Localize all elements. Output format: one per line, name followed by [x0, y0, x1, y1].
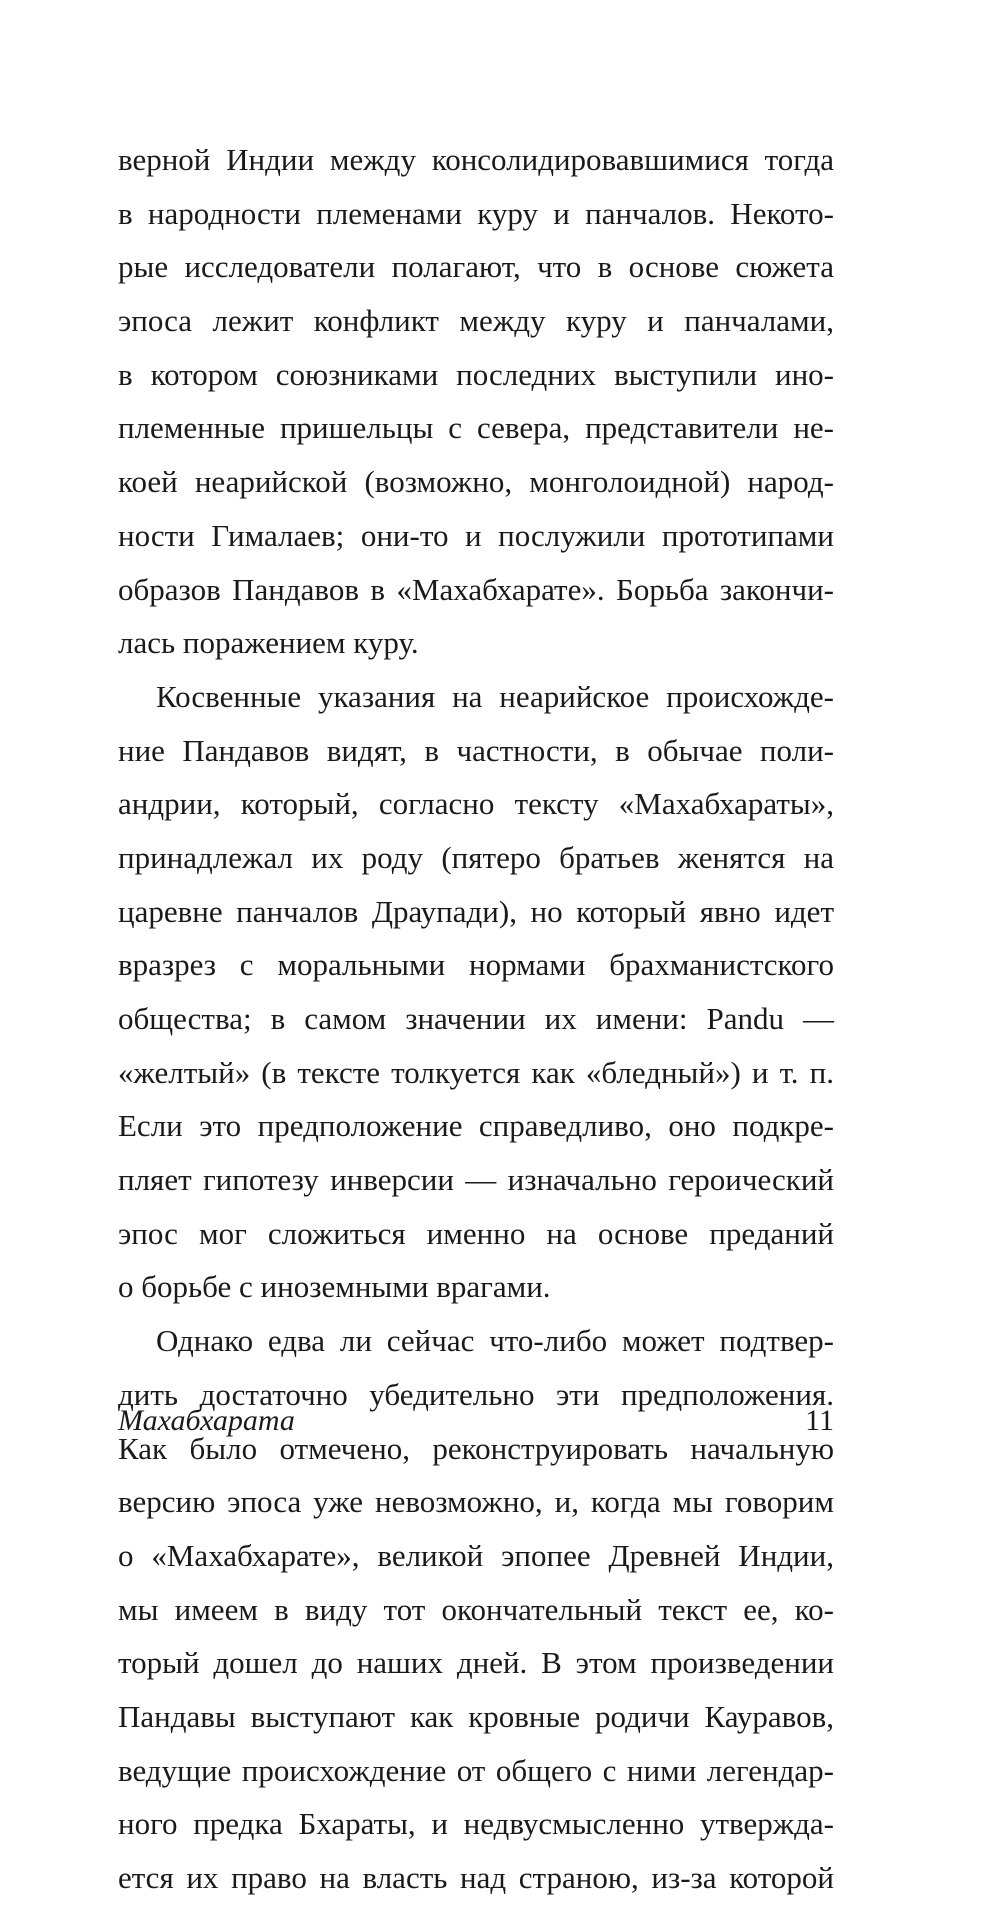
text-line: рые исследователи полагают, что в основе сюжета	[118, 249, 834, 285]
text-line: общества; в самом значении их имени: Pandu —	[118, 1001, 834, 1036]
text-line: ведущие происхождение от общего с ними легендар-	[118, 1752, 834, 1788]
page-footer	[118, 1404, 834, 1444]
text-line: в котором союзниками последних выступили ино-	[118, 356, 834, 392]
text-line: Пандавы выступают как кровные родичи Кауравов,	[118, 1698, 834, 1734]
text-line: о «Махабхарате», великой эпопее Древней Индии,	[118, 1537, 834, 1573]
paragraph-2	[118, 670, 834, 1314]
text-line: принадлежал их роду (пятеро братьев женятся на	[118, 839, 834, 875]
text-line: Однако едва ли сейчас что-либо может подтвер-	[156, 1323, 834, 1359]
text-line: ного предка Бхараты, и недвусмысленно утвержда-	[118, 1806, 834, 1842]
text-line: андрии, который, согласно тексту «Махабхараты»,	[118, 786, 834, 822]
text-line: версию эпоса уже невозможно, и, когда мы говорим	[118, 1484, 834, 1520]
text-line: верной Индии между консолидировавшимися тогда	[118, 142, 834, 177]
page-number: 11	[805, 1404, 834, 1437]
text-line: мы имеем в виду тот окончательный текст ее, ко-	[118, 1591, 834, 1627]
text-line: эпоса лежит конфликт между куру и панчалами,	[118, 303, 834, 339]
text-line: о борьбе с иноземными врагами.	[118, 1269, 551, 1305]
text-line: торый дошел до наших дней. В этом произведении	[118, 1645, 834, 1681]
text-line: дить достаточно убедительно эти предположения.	[118, 1376, 834, 1412]
text-line: пляет гипотезу инверсии — изначально героический	[118, 1162, 834, 1198]
text-line: ние Пандавов видят, в частности, в обычае поли-	[118, 732, 834, 768]
text-line: эпос мог сложиться именно на основе преданий	[118, 1215, 834, 1251]
text-line: вразрез с моральными нормами брахманистского	[118, 947, 834, 983]
text-line: Как было отмечено, реконструировать начальную	[118, 1430, 834, 1466]
text-line: ется их право на власть над страною, из-за которой	[118, 1860, 834, 1895]
text-line: коей неарийской (возможно, монголоидной) народ-	[118, 464, 834, 500]
text-line: Если это предположение справедливо, оно подкре-	[118, 1108, 834, 1144]
text-line: ности Гималаев; они-то и послужили прототипами	[118, 517, 834, 553]
text-line: «желтый» (в тексте толкуется как «бледный») и т. п.	[118, 1054, 834, 1090]
text-line: лась поражением куру.	[118, 625, 419, 661]
running-title: Махабхарата	[118, 1404, 295, 1437]
paragraph-1	[118, 133, 834, 670]
text-line: образов Пандавов в «Махабхарате». Борьба закончи-	[118, 571, 834, 607]
paragraph-3	[118, 1314, 834, 1905]
page-body	[118, 133, 834, 1905]
text-line: в народности племенами куру и панчалов. Некото-	[118, 195, 834, 231]
text-line: Косвенные указания на неарийское происхожде-	[156, 678, 834, 714]
text-line: царевне панчалов Драупади), но который явно идет	[118, 893, 834, 929]
text-line: племенные пришельцы с севера, представители не-	[118, 410, 834, 446]
